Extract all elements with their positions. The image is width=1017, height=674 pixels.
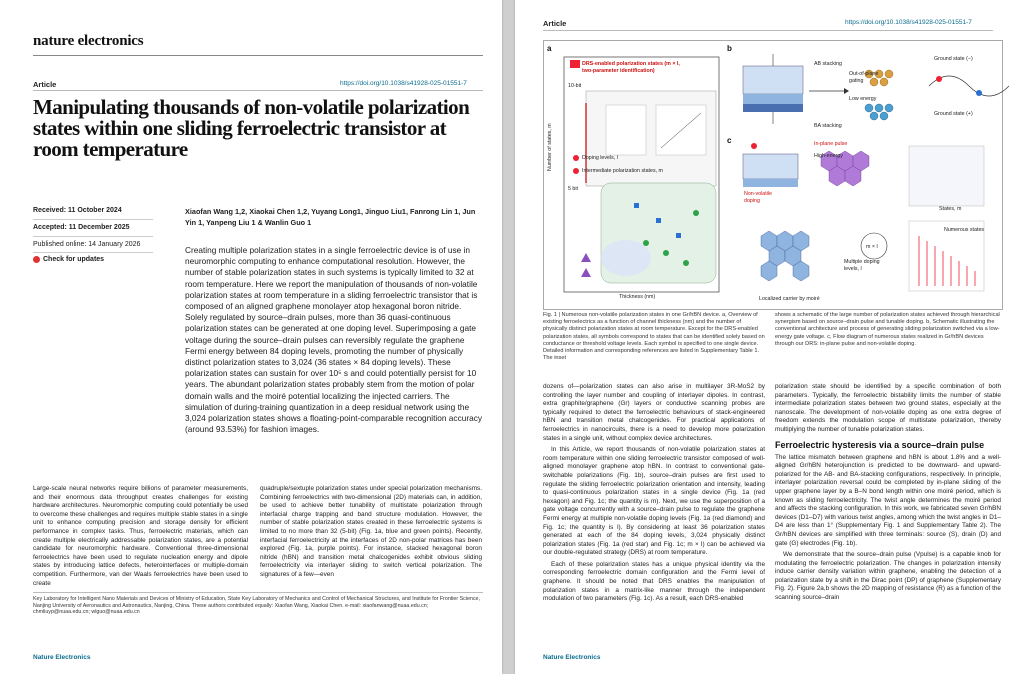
divider — [543, 30, 993, 31]
abstract: Creating multiple polarization states in a single ferroelectric device is of use in neuromorphic computing to enhance computational resolution. However, the number of stable polarization states in such systems is typically limited to 32 at room temperature. Here we report the manipulation of thousands of non-volatile polarization states at room temperature in a sliding ferroelectric transistor that is composed of an aligned graphene monolayer atop hexagonal boron nitride. Solely regulated by source–drain pulses, more than 36 quasi-continuous polarization states can be generated at one doping level. Superimposing a gate voltage during the source–drain pulses can reversibly regulate the graphene Fermi energy between 84 doping levels, promoting the number of physically distinct polarization states to 3,024 (36 states × 84 doping levels). These polarization states can sustain for over 10⁵ s and could potentially persist for 10 years. The abundant polarization states probably stem from the motion of polar domain walls and the moiré potential localizing the injected carriers. The simulation of during-training quantization in a deep residual network using the 3,024 polarization states shows a floating-point-comparable recognition accuracy (around 93.53%) for fashion images. — [185, 245, 483, 435]
legend-intermediate: Intermediate polarization states, m — [582, 168, 663, 174]
ground-plus-label: Ground state (+) — [934, 111, 973, 117]
multiple-doping-label: Multiple doping levels, l — [844, 259, 880, 272]
inplane-pulse-label: In-plane pulse — [814, 141, 848, 147]
check-updates-button[interactable] — [33, 256, 104, 263]
bit10-label: 10-bit — [568, 83, 582, 89]
divider — [33, 90, 483, 91]
paragraph: polarization state should be identified by a specific combination of both parameters. Typically, the ferroelectric bistability limits the number of stable intermediate polarization states between two ground states, especially at the nanoscale. The development of non-volatile doping as one extra degree of freedom extends the modulation scope of multistate polarization, thereby multiplying the number of tunable polarization states. — [775, 383, 1001, 433]
states-m-label: States, m — [939, 206, 962, 212]
ba-stacking-label: BA stacking — [814, 123, 842, 129]
low-energy-label: Low energy — [849, 96, 877, 102]
page-footer: Nature Electronics — [543, 654, 601, 661]
divider — [33, 219, 153, 220]
figure-caption-left: Fig. 1 | Numerous non-volatile polarization states in one Gr/hBN device. a, Overview of existing ferroelectrics as a function of channel thickness (nm) and the number of physically distinct polarization states at room temperature. Except for the DRS-enabled polarization states, all symbols correspond to states that can be identified solely based on conductance or threshold voltage levels. Each symbol is specified to one single device. Detailed information and corresponding references are listed in Supplementary Table 1. The inset — [543, 312, 765, 362]
y-axis-label: Number of states, m — [547, 123, 553, 171]
page-footer: Nature Electronics — [33, 654, 91, 661]
divider — [33, 252, 153, 253]
doi-link[interactable]: https://doi.org/10.1038/s41928-025-01551-7 — [845, 19, 972, 26]
legend-drs: DRS-enabled polarization states (m × l, two-parameter identification) — [582, 61, 680, 74]
divider — [33, 592, 483, 593]
red-marker — [573, 168, 579, 174]
ab-stacking-label: AB stacking — [814, 61, 842, 67]
paragraph: The lattice mismatch between graphene and hBN is about 1.8% and a well-aligned Gr/hBN heterojunction is predicted to be downward- and upward-polarized for the AB- and BA-stacking configurations, respectively. In principle, interlayer polarization reversal could be completed by in-plane sliding of the upper graphene layer by a B–N bond length within one moiré period, which is known as sliding ferroelectricity. The twist angle determines the moiré period and affects the stacking configuration. In this work, we fabricated seven Gr/hBN devices (D1–D7) with various twist angles, among which the twist angles in D1–D4 are less than 1° (Supplementary Fig. 1 and Supplementary Table 2). The Gr/hBN devices are simplified with three terminals: source (S), drain (D) and gate (G) electrodes (Fig. 1b). — [775, 453, 1001, 547]
page-left — [0, 0, 502, 674]
panel-b-label: b — [727, 44, 732, 53]
localized-carrier-label: Localized carrier by moiré — [759, 296, 820, 302]
received-date: Received: 11 October 2024 — [33, 207, 122, 214]
article-label: Article — [33, 80, 57, 89]
paragraph: Large-scale neural networks require billions of parameter measurements, and their enormous data throughput creates challenges for existing hardware architectures. Neuromorphic computing could potentially be used to overcome these challenges and requires multiple stable states in a single unit to enhance computing precision and storage density for efficient performance in complex tasks. Thus, ferroelectric materials, which can create multiple electrically addressable polarization states, are a potential candidate for neuromorphic hardware. Conventional three-dimensional ferroelectrics have been used to regulate nucleation energy and dipole states by introducing lattice defects, heterointerfaces or multiple-domain competition. Furthermore, van der Waals ferroelectrics have been used to create — [33, 485, 248, 587]
figure-1 — [543, 40, 1003, 310]
body-column-right — [775, 383, 1001, 643]
paragraph: quadruple/sextuple polarization states under special polarization mechanisms. Combining ferroelectrics with two-dimensional (2D) materials can, in addition, be used to achieve better tunability of multistate polarization through interfacial charge trapping and band structure modulation. However, the number of stable polarization states created in these ferroelectric systems is limited to no more than 32 (5-bit) (Fig. 1a, blue and green points). Recently, interfacial ferroelectricity at the interfaces of 2D non-polar matrices has been explored (Fig. 1a, purple points). For instance, stacked hexagonal boron nitride (hBN) and transition metal chalcogenides exhibit obvious sliding ferroelectricity via interlayer sliding to switch vertical polarization. The signatures of a few—even — [260, 485, 482, 578]
paragraph: We demonstrate that the source–drain pulse (Vpulse) is a capable knob for modulating the ferroelectric polarization. The changes in polarization intensity induce carrier density variation within graphene, enabling the detection of a polarization state by a shift in the Dirac point (DP) of graphene (Supplementary Fig. 2). Figure 2a,b shows the 2D mapping of resistance (R) as a function of the scanning source–drain — [775, 551, 1001, 602]
paragraph: dozens of—polarization states can also arise in multilayer 3R-MoS2 by controlling the layer number and coupling of interlayer dipoles. In contrast, extra graphite/graphene (Gr) layers or conductive scanning probes are typically required to detect the ferroelectric behaviours of stack-engineered hBN and transition metal chalcogenides. For practical applications of ferroelectrics in nanocircuits, there is a need to develop more polarization states in a single unit, without complex device architectures. — [543, 383, 765, 442]
article-label: Article — [543, 19, 567, 28]
update-icon — [33, 256, 40, 263]
article-title: Manipulating thousands of non-volatile polarization states within one sliding ferroelectric transistor at room temperature — [33, 95, 470, 161]
paragraph: In this Article, we report thousands of non-volatile polarization states at room temperature within one sliding ferroelectric transistor composed of well-aligned monolayer graphene atop hBN. In contrast to conventional gate-switchable polarizations (Fig. 1b), source–drain pulses are first used to regulate the sliding ferroelectric polarization orientation and intensity, leading to quasi-continuous polarization states in a single device (Fig. 1a (red hexagon) and Fig. 1c; the quantity is m). Next, we use the superposition of a gate voltage concurrently with a source–drain pulse to regulate the graphene Fermi energy at multiple non-volatile doping levels (Fig. 1a (red diamond) and Fig. 1c; the quantity is l). By considering at least 36 polarization states generated at each of the 84 doping levels, 3,024 physically distinct polarization states (Fig. 1a (red star) and Fig. 1c; m × l) can be achieved via our double-regulated strategy (DRS) at room temperature. — [543, 446, 765, 557]
high-energy-label: High-energy — [814, 153, 843, 159]
paragraph: Each of these polarization states has a unique physical identity via the corresponding ferroelectric domain configuration and the Fermi level of graphene. It should be noted that DRS enables the manipulation of polarization states in a matrix-like manner through the independent modulation of two parameters (Fig. 1c). As a result, each DRS-enabled — [543, 560, 765, 603]
x-axis-label: Thickness (nm) — [619, 294, 656, 300]
m-times-l-label: m × l — [866, 244, 878, 250]
panel-c-diagram — [729, 136, 999, 306]
panel-a-label: a — [547, 44, 552, 53]
red-marker — [573, 155, 579, 161]
affiliation-note: Key Laboratory for Intelligent Nano Materials and Devices of Ministry of Education, State Key Laboratory of Mechanics and Control of Mechanical Structures, and Institute for Frontier Science, Nanjing University of Aeronautics and Astronautics, Nanjing, China. These authors contributed equally: Xiaofan Wang, Xiaokai Chen. e-mail: xiaofanwang@nuaa.edu.cn; chmliuyp@nuaa.edu.cn; wlguo@nuaa.edu.cn — [33, 596, 480, 616]
journal-logo: nature electronics — [33, 33, 144, 49]
published-date: Published online: 14 January 2026 — [33, 241, 141, 248]
figure-caption-right: shows a schematic of the large number of polarization states achieved through hierarchical synergism based on source–drain pulse and tunable doping. b, Schematic illustrating the conventional architecture and process of generating sliding polarization switched via a low-energy gate voltage. c, Flow diagram of numerous states realized in Gr/hBN devices through our DRS: in-plane pulse and non-volatile doping. — [775, 312, 1000, 347]
body-column-left — [543, 383, 765, 643]
legend-swatch — [570, 60, 580, 68]
body-column-left — [33, 485, 248, 587]
doi-link[interactable]: https://doi.org/10.1038/s41928-025-01551-7 — [340, 80, 467, 87]
section-heading: Ferroelectric hysteresis via a source–drain pulse — [775, 439, 985, 450]
divider — [33, 236, 153, 237]
divider — [33, 55, 483, 56]
out-of-plane-label: Out-of-plane gating — [849, 71, 879, 84]
ground-minus-label: Ground state (−) — [934, 56, 973, 62]
legend-doping: Doping levels, l — [582, 155, 618, 161]
panel-c-label: c — [727, 136, 732, 145]
nonvolatile-doping-label: Non-volatile doping — [744, 191, 772, 204]
check-updates-label: Check for updates — [43, 256, 105, 263]
bit5-label: 5 bit — [568, 186, 579, 192]
accepted-date: Accepted: 11 December 2025 — [33, 224, 130, 231]
numerous-states-label: Numerous states — [944, 227, 985, 233]
body-column-right — [260, 485, 482, 580]
author-list: Xiaofan Wang 1,2, Xiaokai Chen 1,2, Yuyang Long1, Jinguo Liu1, Fanrong Lin 1, Jun Yin 1, Yanpeng Liu 1 & Wanlin Guo 1 — [185, 207, 476, 227]
